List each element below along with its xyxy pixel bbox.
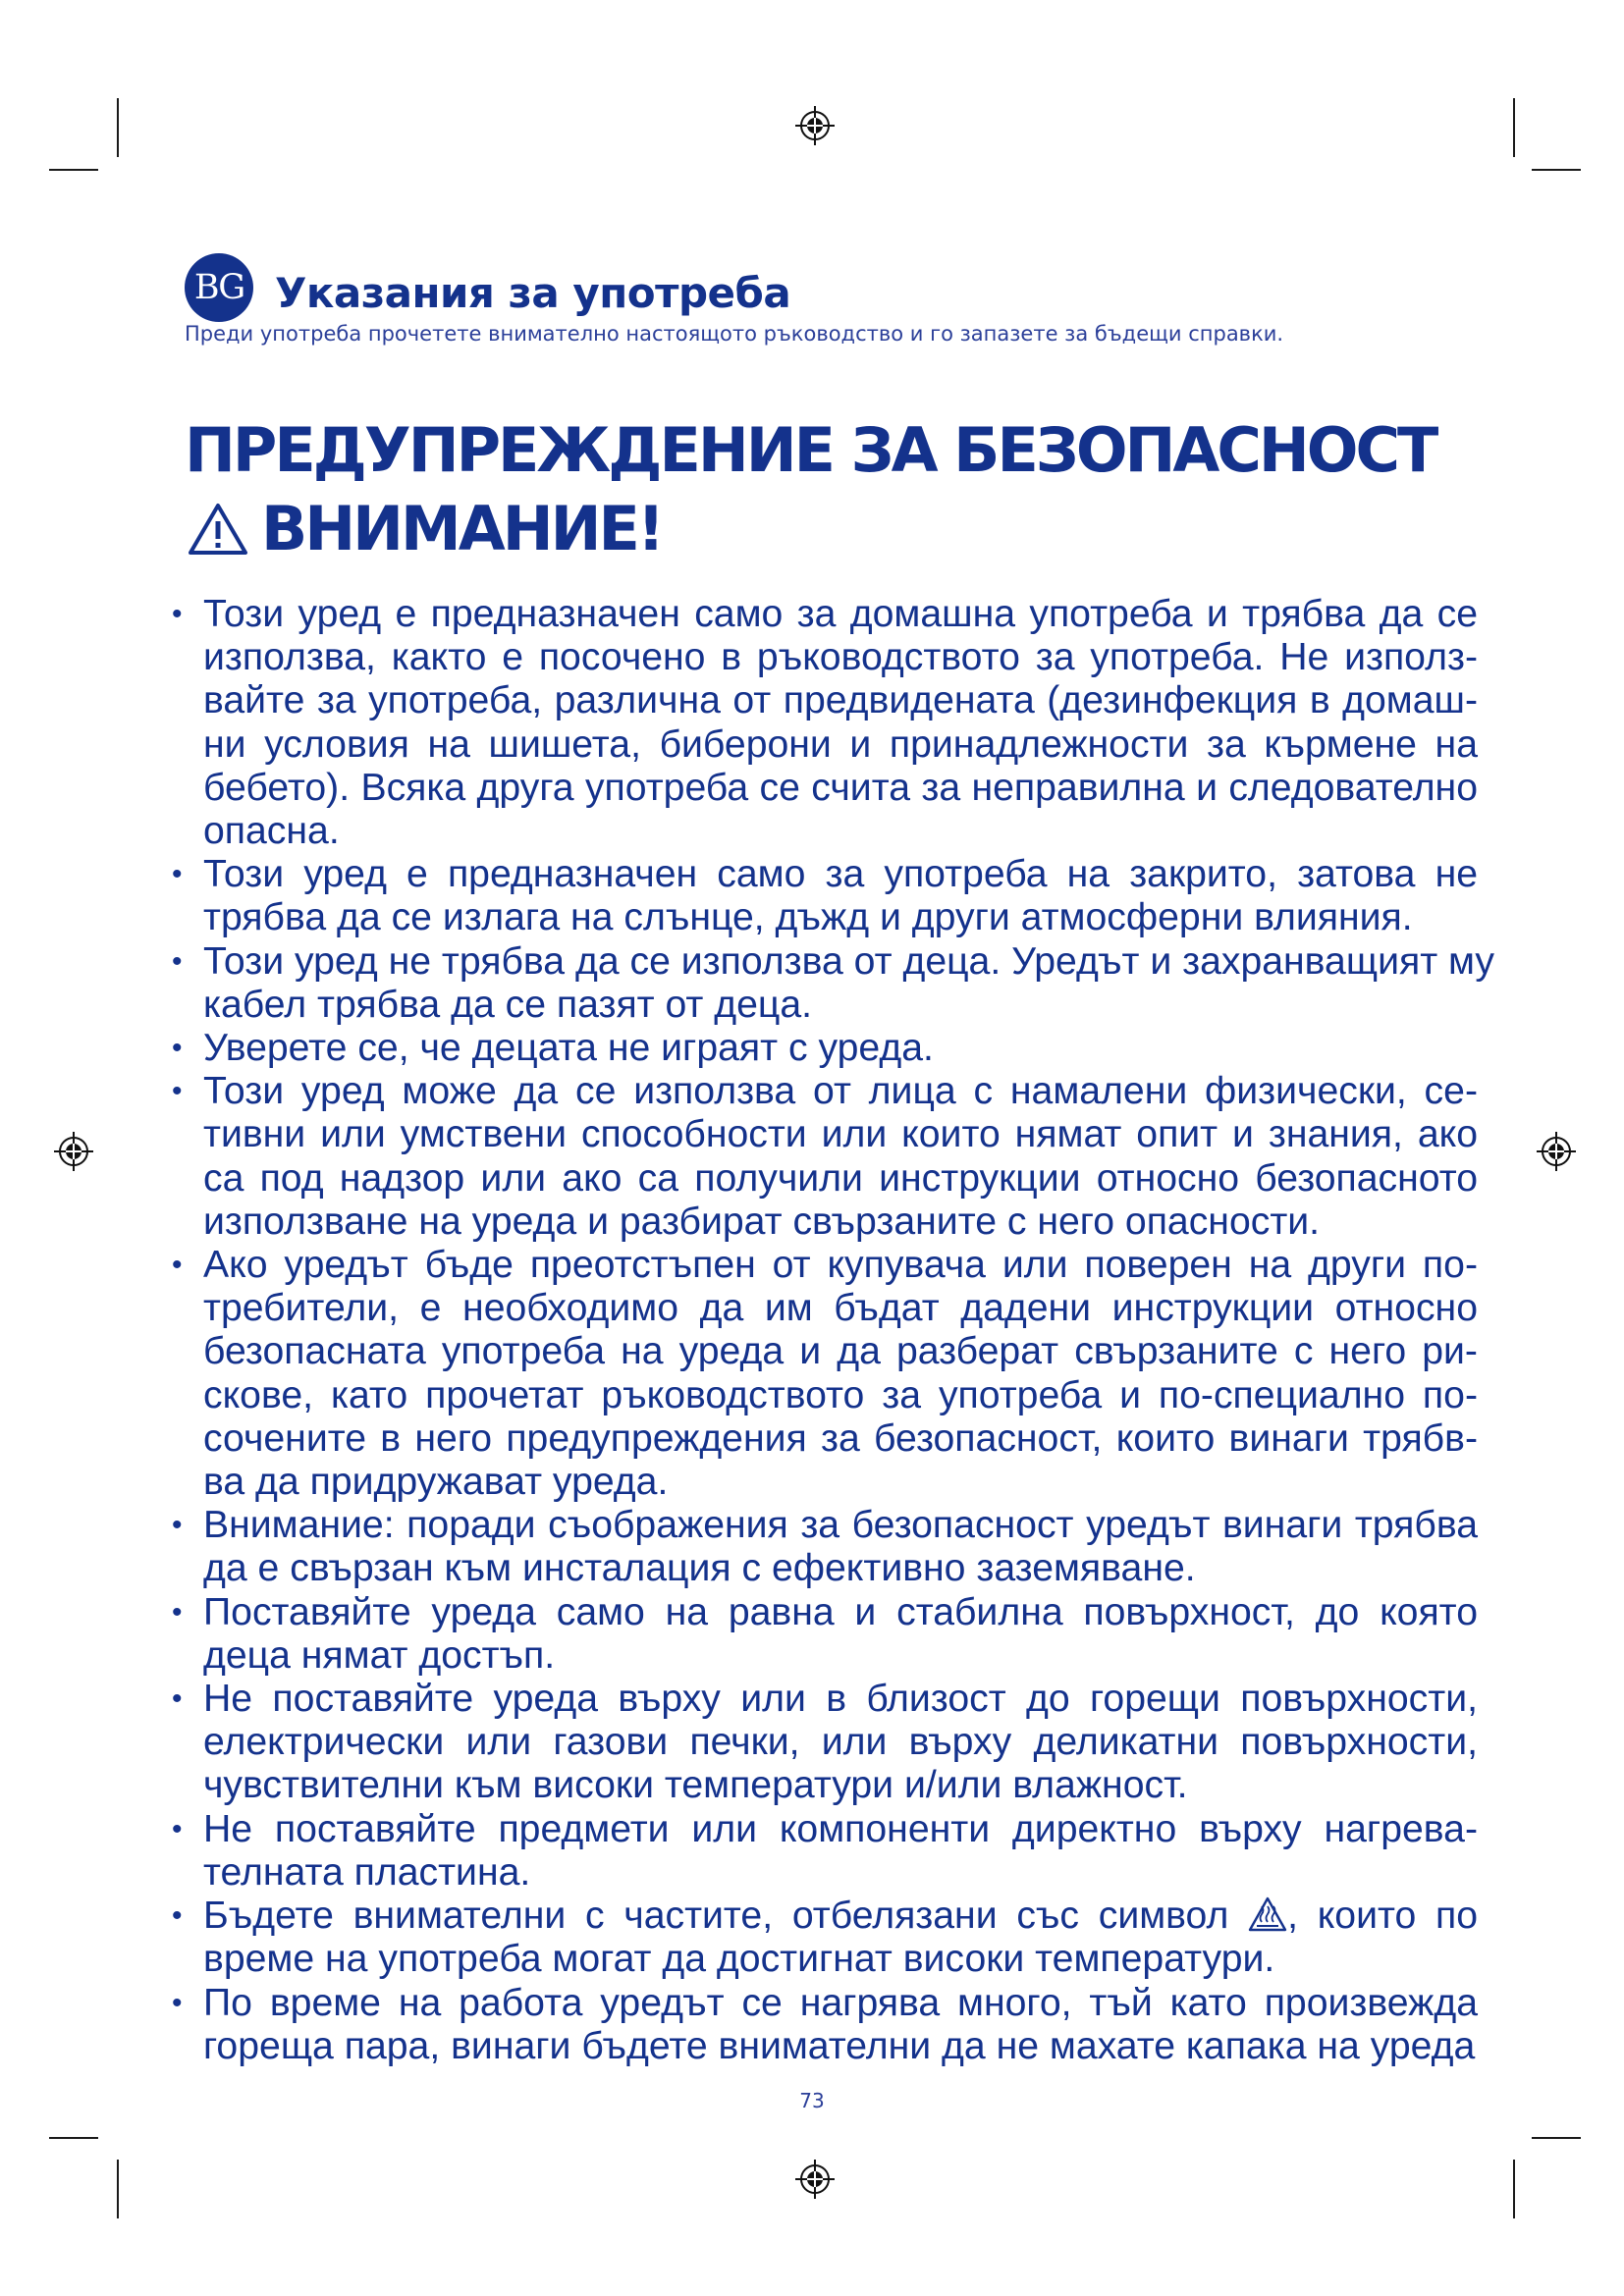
list-line: • Ако уредът бъде преотстъпен от купувача или поверен на други по- xyxy=(203,1244,1478,1287)
list-item xyxy=(172,1591,1478,1678)
list-line: тивни или умствени способности или които нямат опит и знания, ако xyxy=(203,1113,1478,1156)
list-line: са под надзор или ако са получили инструкции относно безопасното xyxy=(203,1156,1478,1200)
list-line: бебето). Всяка друга употреба се счита за неправилна и следователно xyxy=(203,766,1478,809)
list-line: деца нямат достъп. xyxy=(203,1633,556,1677)
crop-mark xyxy=(1532,169,1581,171)
list-line: • Този уред не трябва да се използва от деца. Уредът и захранващият му xyxy=(203,939,1495,983)
page-number: 73 xyxy=(799,2089,825,2112)
crop-mark xyxy=(49,2137,98,2139)
warning-triangle-icon xyxy=(187,502,249,557)
crop-mark xyxy=(117,2160,119,2218)
warning-heading xyxy=(187,493,663,564)
warning-heading-text: ВНИМАНИЕ! xyxy=(261,493,663,564)
list-line: безопасната употреба на уреда и да разберат свързаните с него ри- xyxy=(203,1330,1478,1373)
list-line xyxy=(203,1895,1478,1938)
list-line: • Този уред е предназначен само за домашна употреба и трябва да се xyxy=(203,593,1478,635)
section-title: Указания за употреба xyxy=(275,269,791,317)
crop-mark xyxy=(1513,2160,1515,2218)
list-line: • Този уред е предназначен само за употреба на закрито, затова не xyxy=(203,853,1478,896)
list-line: ва да придружават уреда. xyxy=(203,1461,669,1504)
list-line: кабел трябва да се пазят от деца. xyxy=(203,983,813,1026)
list-line: трябва да се излага на слънце, дъжд и други атмосферни влияния. xyxy=(203,896,1413,939)
list-line: използване на уреда и разбират свързаните с него опасности. xyxy=(203,1200,1321,1243)
registration-mark-icon xyxy=(795,106,835,145)
list-line: опасна. xyxy=(203,810,340,853)
list-line: • Този уред може да се използва от лица с намалени физически, се- xyxy=(203,1070,1478,1113)
crop-mark xyxy=(1513,98,1515,157)
crop-mark xyxy=(1532,2137,1581,2139)
safety-list xyxy=(172,593,1495,2068)
list-item xyxy=(172,1982,1478,2068)
list-line: • Внимание: поради съображения за безопасност уредът винаги трябва xyxy=(203,1504,1478,1547)
list-line: вайте за употреба, различна от предвидената (дезинфекция в домаш- xyxy=(203,679,1478,722)
list-line: чувствителни към високи температури и/или влажност. xyxy=(203,1764,1188,1807)
list-line: • Не поставяйте уреда върху или в близост до горещи повърхности, xyxy=(203,1678,1478,1721)
registration-mark-icon xyxy=(1537,1132,1576,1171)
list-line-part: Бъдете внимателни с частите, отбелязани със символ xyxy=(203,1895,1229,1938)
list-item xyxy=(172,1504,1478,1590)
registration-mark-icon xyxy=(54,1132,93,1171)
list-line: ни условия на шишета, биберони и принадлежности за кърмене на xyxy=(203,722,1478,766)
list-line: електрически или газови печки, или върху деликатни повърхности, xyxy=(203,1721,1478,1764)
hot-surface-icon xyxy=(1248,1896,1287,1932)
language-badge: BG xyxy=(185,253,253,322)
list-line: • По време на работа уредът се нагрява много, тъй като произвежда xyxy=(203,1981,1478,2024)
crop-mark xyxy=(117,98,119,157)
list-line: • Не поставяйте предмети или компоненти директно върху нагрева- xyxy=(203,1807,1478,1850)
registration-mark-icon xyxy=(795,2160,835,2199)
safety-heading: ПРЕДУПРЕЖДЕНИЕ ЗА БЕЗОПАСНОСТ xyxy=(185,414,1436,486)
list-line: време на употреба могат да достигнат високи температури. xyxy=(203,1938,1275,1981)
list-line: скове, като прочетат ръководството за употреба и по-специално по- xyxy=(203,1373,1478,1416)
list-item xyxy=(172,1808,1478,1895)
list-line: требители, е необходимо да им бъдат дадени инструкции относно xyxy=(203,1287,1478,1330)
list-line: • Поставяйте уреда само на равна и стабилна повърхност, до която xyxy=(203,1590,1478,1633)
list-line: телната пластина. xyxy=(203,1850,531,1894)
list-line: да е свързан към инсталация с ефективно заземяване. xyxy=(203,1547,1196,1590)
list-item xyxy=(172,1678,1478,1808)
list-item xyxy=(172,1070,1478,1244)
list-line: • Уверете се, че децата не играят с уреда. xyxy=(203,1027,934,1070)
list-item xyxy=(172,1244,1478,1504)
crop-mark xyxy=(49,169,98,171)
list-item xyxy=(172,1895,1478,1981)
list-line: гореща пара, винаги бъдете внимателни да не махате капака на уреда xyxy=(203,2024,1476,2067)
list-item xyxy=(172,853,1478,939)
list-item xyxy=(172,939,1495,1027)
list-line: използва, както е посочено в ръководството за употреба. Не използ- xyxy=(203,636,1478,679)
list-item xyxy=(172,593,1478,853)
section-subtitle: Преди употреба прочетете внимателно настоящото ръководство и го запазете за бъдещи справки. xyxy=(185,322,1284,346)
list-item xyxy=(172,1027,1478,1070)
list-line: сочените в него предупреждения за безопасност, които винаги трябв- xyxy=(203,1416,1478,1460)
list-line-part: , които по xyxy=(1287,1895,1479,1938)
